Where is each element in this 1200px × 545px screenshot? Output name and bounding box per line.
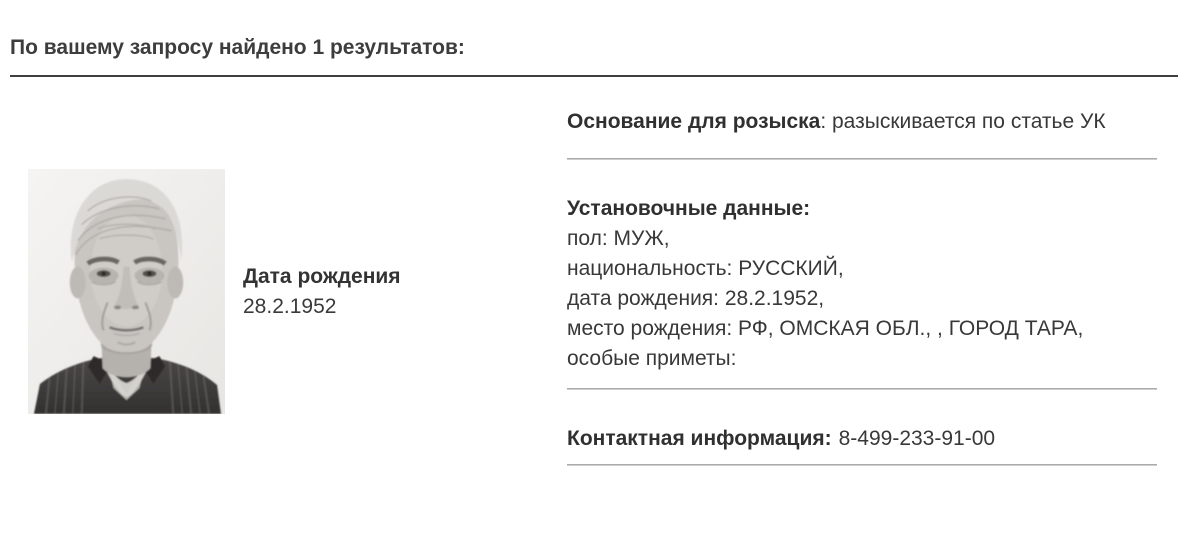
- section-divider: [567, 158, 1157, 160]
- birth-date-label: Дата рождения: [243, 264, 401, 288]
- result-right-column: [567, 107, 1157, 466]
- wanted-person-photo: [28, 169, 225, 414]
- section-divider: [567, 464, 1157, 466]
- results-count-header: По вашему запросу найдено 1 результатов:: [10, 36, 465, 59]
- reason-value: : разыскивается по статье УК: [820, 110, 1106, 133]
- detail-line-birth-date: дата рождения: 28.2.1952,: [567, 287, 825, 310]
- wanted-person-result-card: [0, 107, 1200, 466]
- detail-line-birth-place: место рождения: РФ, ОМСКАЯ ОБЛ., , ГОРОД ТАРА,: [567, 317, 1084, 340]
- section-divider: [567, 388, 1157, 390]
- details-heading: Установочные данные:: [567, 197, 811, 220]
- contact-section: [567, 424, 1157, 464]
- detail-line-sex: пол: МУЖ,: [567, 227, 670, 250]
- portrait-photo-graphic: [28, 169, 225, 414]
- details-section: [567, 194, 1157, 388]
- reason-label: Основание для розыска: [567, 110, 821, 133]
- contact-phone-value: 8-499-233-91-00: [838, 427, 996, 450]
- result-left-column: [0, 169, 567, 414]
- header-divider: [10, 75, 1178, 77]
- contact-label: Контактная информация:: [567, 427, 832, 450]
- reason-section: [567, 107, 1157, 158]
- detail-line-nationality: национальность: РУССКИЙ,: [567, 257, 844, 280]
- photo-caption: [243, 262, 401, 322]
- detail-line-special-marks: особые приметы:: [567, 347, 737, 370]
- birth-date-value: 28.2.1952: [243, 294, 337, 318]
